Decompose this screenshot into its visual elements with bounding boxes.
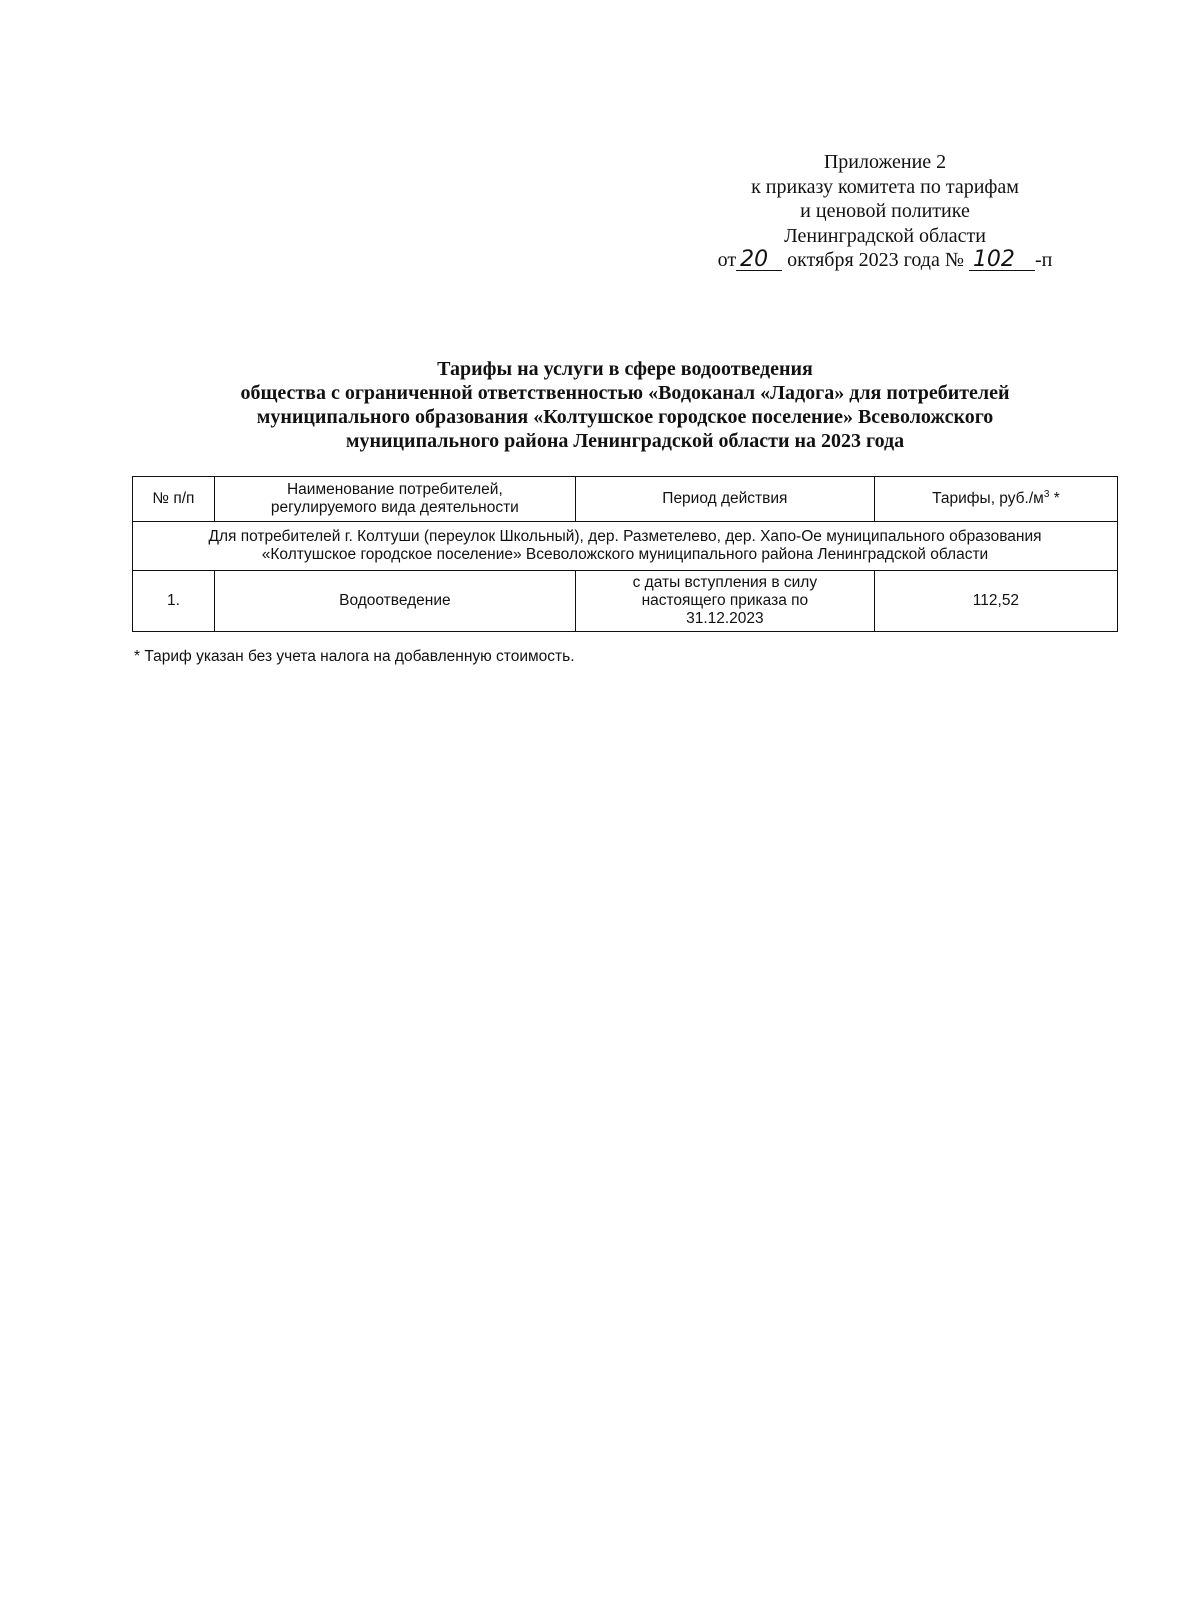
table-group-row bbox=[133, 522, 1118, 571]
row-period-line2: настоящего приказа по bbox=[641, 592, 809, 609]
header-name-line1: Наименование потребителей, bbox=[286, 481, 503, 498]
date-prefix: от bbox=[717, 249, 737, 271]
order-suffix: -п bbox=[1034, 249, 1053, 271]
header-tariff-sup: 3 bbox=[1043, 488, 1050, 500]
title-line-1: Тарифы на услуги в сфере водоотведения bbox=[437, 358, 813, 380]
tariff-table bbox=[132, 476, 1118, 632]
appendix-date-line bbox=[660, 248, 1110, 273]
appendix-block bbox=[660, 150, 1110, 273]
appendix-line-policy: и ценовой политике bbox=[800, 200, 970, 222]
appendix-line-order: к приказу комитета по тарифам bbox=[751, 175, 1019, 198]
handwritten-day: 20 bbox=[736, 250, 782, 271]
header-tariff bbox=[874, 477, 1117, 522]
header-tariff-label: Тарифы, руб./м bbox=[932, 490, 1044, 507]
row-period-line3: 31.12.2023 bbox=[686, 610, 764, 627]
document-title bbox=[130, 357, 1120, 453]
row-period-line1: с даты вступления в силу bbox=[632, 574, 818, 591]
group-cell bbox=[133, 522, 1118, 571]
header-name-line2: регулируемого вида деятельности bbox=[270, 499, 519, 516]
title-line-4: муниципального района Ленинградской области на 2023 года bbox=[345, 430, 905, 452]
handwritten-order-number: 102 bbox=[969, 250, 1035, 271]
header-num: № п/п bbox=[133, 477, 215, 522]
header-name bbox=[214, 477, 575, 522]
appendix-line-region: Ленинградской области bbox=[784, 224, 986, 247]
row-period bbox=[575, 571, 874, 632]
header-period: Период действия bbox=[575, 477, 874, 522]
group-line1: Для потребителей г. Колтуши (переулок Школьный), дер. Разметелево, дер. Хапо-Ое муниципального образования bbox=[208, 528, 1042, 545]
footnote: * Тариф указан без учета налога на добавленную стоимость. bbox=[134, 648, 575, 665]
date-rest: октября 2023 года № bbox=[787, 249, 964, 271]
table-row bbox=[133, 571, 1118, 632]
appendix-title: Приложение 2 bbox=[823, 151, 947, 173]
row-num: 1. bbox=[133, 571, 215, 632]
title-line-2: общества с ограниченной ответственностью «Водоканал «Ладога» для потребителей bbox=[240, 382, 1010, 404]
row-tariff: 112,52 bbox=[874, 571, 1117, 632]
group-line2: «Колтушское городское поселение» Всеволожского муниципального района Ленинградской области bbox=[261, 546, 989, 563]
header-tariff-mark: * bbox=[1049, 490, 1060, 507]
title-line-3: муниципального образования «Колтушское городское поселение» Всеволожского bbox=[256, 406, 994, 428]
row-name: Водоотведение bbox=[214, 571, 575, 632]
table-header-row bbox=[133, 477, 1118, 522]
